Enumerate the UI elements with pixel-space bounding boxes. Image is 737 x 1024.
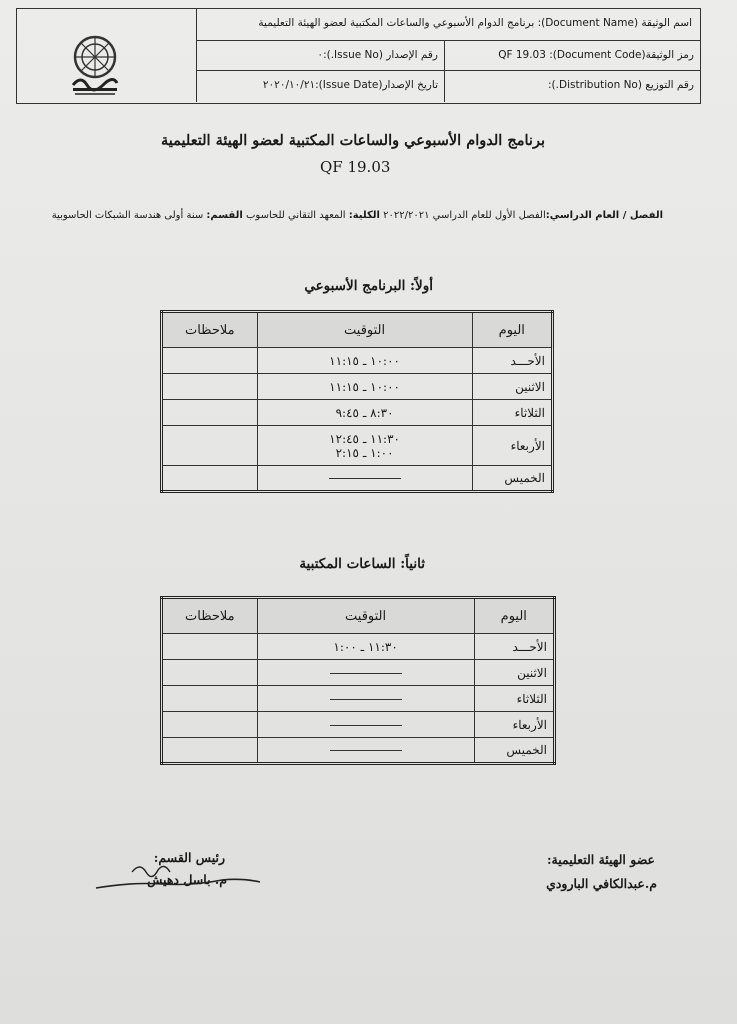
college-label: الكلية: — [348, 210, 380, 221]
notes-cell — [162, 686, 258, 712]
table-row — [162, 348, 553, 374]
day-cell: الأحـــد — [472, 348, 552, 374]
document-name: اسم الوثيقة (Document Name): برنامج الدوام الأسبوعي والساعات المكتبية لعضو الهيئة التعليمية — [258, 17, 692, 29]
day-cell: الثلاثاء — [472, 400, 552, 426]
time-cell — [257, 660, 474, 686]
dept-label: القسم: — [206, 210, 243, 221]
code-row — [197, 41, 700, 71]
table-row — [162, 660, 555, 686]
issue-date: تاريخ الإصدار(Issue Date):٢٠٢٠/١٠/٢١ — [262, 79, 438, 91]
table-row — [162, 634, 555, 660]
day-cell: الاثنين — [474, 660, 554, 686]
weekly-heading: أولاً: البرنامج الأسبوعي — [304, 278, 433, 294]
course-info — [52, 210, 663, 221]
table-row — [162, 426, 553, 466]
col-day: اليوم — [474, 598, 554, 634]
table-row — [162, 712, 555, 738]
notes-cell — [162, 712, 258, 738]
time-cell — [257, 686, 474, 712]
col-day: اليوم — [472, 312, 552, 348]
day-cell: الأحـــد — [474, 634, 554, 660]
time-line: ١١:٣٠ ـ ١٢:٤٥ — [329, 431, 400, 446]
notes-cell — [162, 400, 258, 426]
notes-cell — [162, 738, 258, 764]
distribution-row — [197, 71, 700, 102]
time-line: ١:٠٠ ـ ٢:١٥ — [335, 445, 394, 460]
notes-cell — [162, 348, 258, 374]
document-code: رمز الوثيقة(Document Code): QF 19.03 — [444, 41, 700, 70]
signature-scribble-icon — [92, 858, 262, 898]
distribution-no: رقم التوزيع (Distribution No.): — [444, 71, 700, 102]
empty-dash — [330, 750, 402, 751]
col-time: التوقيت — [257, 598, 474, 634]
college-value: المعهد التقاني للحاسوب — [246, 210, 346, 221]
day-cell: الأربعاء — [474, 712, 554, 738]
member-label: عضو الهيئة التعليمية: — [546, 852, 655, 867]
time-cell: ١١:٣٠ ـ ١:٠٠ — [257, 634, 474, 660]
time-cell — [257, 738, 474, 764]
day-cell: الأربعاء — [472, 426, 552, 466]
table-header-row — [162, 598, 555, 634]
notes-cell — [162, 660, 258, 686]
university-logo-icon — [65, 33, 125, 99]
table-row — [162, 374, 553, 400]
weekly-table — [160, 310, 554, 493]
empty-dash — [330, 673, 402, 674]
table-row — [162, 466, 553, 492]
notes-cell — [162, 374, 258, 400]
empty-dash — [330, 699, 402, 700]
notes-cell — [162, 466, 258, 492]
notes-cell — [162, 634, 258, 660]
form-code: QF 19.03 — [320, 158, 391, 176]
empty-dash — [329, 478, 401, 479]
day-cell: الثلاثاء — [474, 686, 554, 712]
dept-value: سنة أولى هندسة الشبكات الحاسوبية — [51, 210, 204, 221]
document-name-row — [197, 9, 700, 41]
day-cell: الاثنين — [472, 374, 552, 400]
notes-cell — [162, 426, 258, 466]
member-name: م.عبدالكافي البارودي — [546, 876, 657, 891]
empty-dash — [330, 725, 402, 726]
col-time: التوقيت — [257, 312, 472, 348]
semester-label: الفصل / العام الدراسي: — [545, 210, 663, 221]
document-header — [16, 8, 701, 104]
issue-no: رقم الإصدار (Issue No.):٠ — [317, 49, 438, 61]
office-heading: ثانياً: الساعات المكتبية — [299, 556, 425, 572]
page-title: برنامج الدوام الأسبوعي والساعات المكتبية لعضو الهيئة التعليمية — [161, 132, 545, 149]
head-label: رئيس القسم: — [153, 850, 225, 865]
table-header-row — [162, 312, 553, 348]
time-cell: ٨:٣٠ ـ ٩:٤٥ — [257, 400, 472, 426]
day-cell: الخميس — [472, 466, 552, 492]
col-notes: ملاحظات — [162, 312, 258, 348]
semester-value: الفصل الأول للعام الدراسي ٢٠٢٢/٢٠٢١ — [383, 210, 546, 221]
office-table — [160, 596, 556, 765]
day-cell: الخميس — [474, 738, 554, 764]
time-cell: ١٠:٠٠ ـ ١١:١٥ — [257, 374, 472, 400]
head-name: م. باسل دهيش — [147, 872, 227, 887]
time-cell: ١٠:٠٠ ـ ١١:١٥ — [257, 348, 472, 374]
col-notes: ملاحظات — [162, 598, 258, 634]
time-cell — [257, 426, 472, 466]
logo-cell — [17, 9, 197, 102]
table-row — [162, 738, 555, 764]
time-cell — [257, 466, 472, 492]
time-cell — [257, 712, 474, 738]
table-row — [162, 686, 555, 712]
table-row — [162, 400, 553, 426]
